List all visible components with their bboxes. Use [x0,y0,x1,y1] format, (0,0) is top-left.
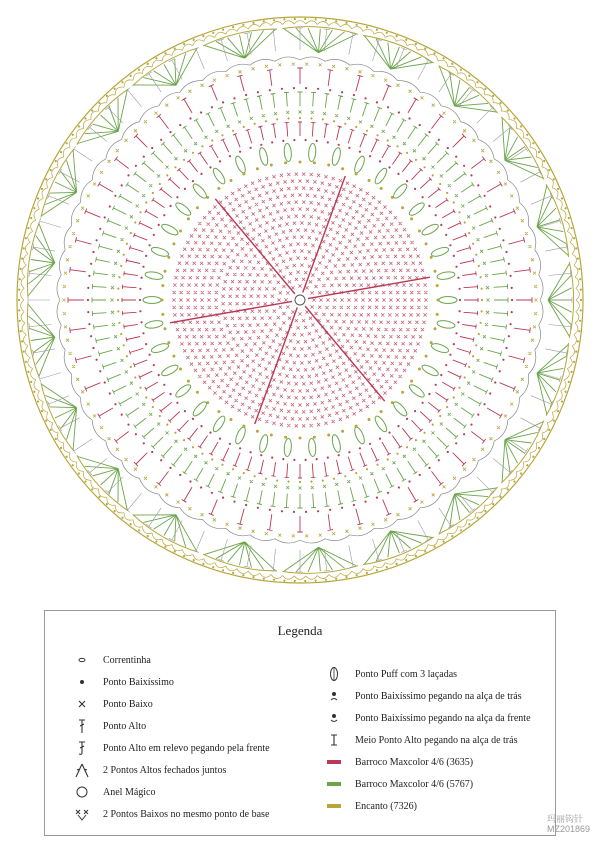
legend-label: Ponto Alto [103,720,147,732]
shell-fan [364,36,432,69]
legend-item-chain [71,651,151,669]
puff-stitch-mark [408,201,427,218]
watermark [547,814,590,834]
double-crochet-round [92,92,508,508]
chain-spaces [28,28,572,572]
legend-label: Barroco Maxcolor 4/6 (5767) [355,778,474,790]
puff-stitch-mark [430,342,449,354]
front-post-dc-icon [71,740,93,756]
slip-stitch-round [117,117,483,483]
puff-stitch-mark [437,319,456,329]
legend-label: Ponto Baixo [103,698,153,710]
puff-stitch-mark [331,147,342,166]
puff-stitch-mark [373,414,389,433]
puff-stitch-mark [430,246,449,258]
puff-stitch-mark [308,438,316,457]
legend-item-magic-ring [71,783,156,801]
shell-fan [28,304,55,376]
legend-item-puff [323,665,457,683]
legend-label: Ponto Baixíssimo pegando na alça da frente [355,712,531,724]
puff-stitch-mark [191,400,208,418]
watermark-name: 玛丽钩针 [546,814,583,824]
puff-stitch-mark [421,363,440,378]
puff-stitch-mark [392,182,409,200]
sc-increase-icon [71,806,93,822]
puff-stitch-mark [392,400,409,418]
shell-fan [502,118,543,178]
legend-label: Barroco Maxcolor 4/6 (3635) [355,756,474,768]
dc2tog-icon [71,762,93,778]
double-crochet-round [122,122,478,478]
puff-stitch-mark [145,271,164,281]
legend-label: Ponto Puff com 3 laçadas [355,668,458,680]
single-crochet-field [172,173,427,428]
slip-stitch-round [87,87,513,513]
shell-fan [364,531,432,564]
legend-item-slip-back [323,687,522,705]
puff-stitch-mark [143,297,161,304]
legend-label: Ponto Alto em relevo pegando pela frente [103,742,270,754]
shell-fan [284,547,357,572]
legend-item-single-crochet [71,695,153,713]
puff-stitch-mark [353,155,367,174]
puff-stitch-mark [258,147,269,166]
gold-swatch [323,798,345,814]
legend-box [44,610,556,836]
legend-label: Anel Mágico [103,786,156,798]
puff-stitch-mark [234,426,248,445]
slip-back-loop-icon [323,688,345,704]
legend-label: Encanto (7326) [355,800,417,812]
shell-fan [28,224,55,296]
legend-label: 2 Pontos Altos fechados juntos [103,764,227,776]
legend-title: Legenda [277,623,323,638]
puff-stitch-mark [258,434,269,453]
magic-ring-icon [71,784,93,800]
magic-ring-mark [295,295,305,305]
watermark-id: MZ201869 [546,824,590,834]
legend-item-slip-front [323,709,531,727]
legend-label: Meio Ponto Alto pegando na alça de trás [355,734,518,746]
puff-stitch-mark [150,246,169,258]
increase-spoke [308,277,430,298]
legend-item-sc-increase [71,805,269,823]
puff-stitch-mark [439,297,457,304]
double-crochet-icon [71,718,93,734]
puff-stitch-mark [211,414,227,433]
puff-stitch-mark [191,182,208,200]
chain-icon [71,652,93,668]
puff-stitch-mark [331,434,342,453]
legend-label: Ponto Baixíssimo [103,676,174,688]
legend-item-green-yarn [323,775,473,793]
legend-label: Ponto Baixíssimo pegando na alça de trás [355,690,522,702]
legend-item-front-post-dc [71,739,270,757]
puff-stitch-mark [437,271,456,281]
puff-stitch-mark [353,426,367,445]
puff-stitch-mark [150,342,169,354]
single-crochet-round [111,111,490,490]
shell-fan [502,422,543,483]
legend-item-double-crochet [71,717,146,735]
single-crochet-icon [71,696,93,712]
slip-stitch-round [139,139,461,461]
puff-stitch-mark [174,383,193,400]
shell-fan [284,28,357,53]
increase-spoke [255,308,298,424]
puff-stitch-mark [408,383,427,400]
puff-stitch-mark [174,201,193,218]
slip-stitch-icon [71,674,93,690]
puff-stitch-mark [234,155,248,174]
puff-stitch-icon [323,666,345,682]
legend-label: Correntinha [103,654,151,666]
puff-stitch-mark [211,167,227,186]
hdc-back-loop-icon [323,732,345,748]
puff-stitch-mark [308,143,316,162]
puff-stitch-mark [421,222,440,237]
legend-item-slip-stitch [71,673,174,691]
puff-stitch-mark [373,167,389,186]
puff-stitch-mark [160,363,179,378]
slip-front-loop-icon [323,710,345,726]
green-swatch [323,776,345,792]
puff-stitch-mark [145,319,164,329]
puff-stitch-mark [160,222,179,237]
legend-item-gold-yarn [323,797,417,815]
puff-stitch-mark [284,438,292,457]
legend-item-red-yarn [323,753,473,771]
legend-item-hdc-back [323,731,517,749]
legend-label: 2 Pontos Baixos no mesmo ponto de base [103,808,270,820]
puff-stitch-mark [284,143,292,162]
red-swatch [323,754,345,770]
dc2tog-round [68,68,532,532]
legend-item-dc2tog [71,761,226,779]
